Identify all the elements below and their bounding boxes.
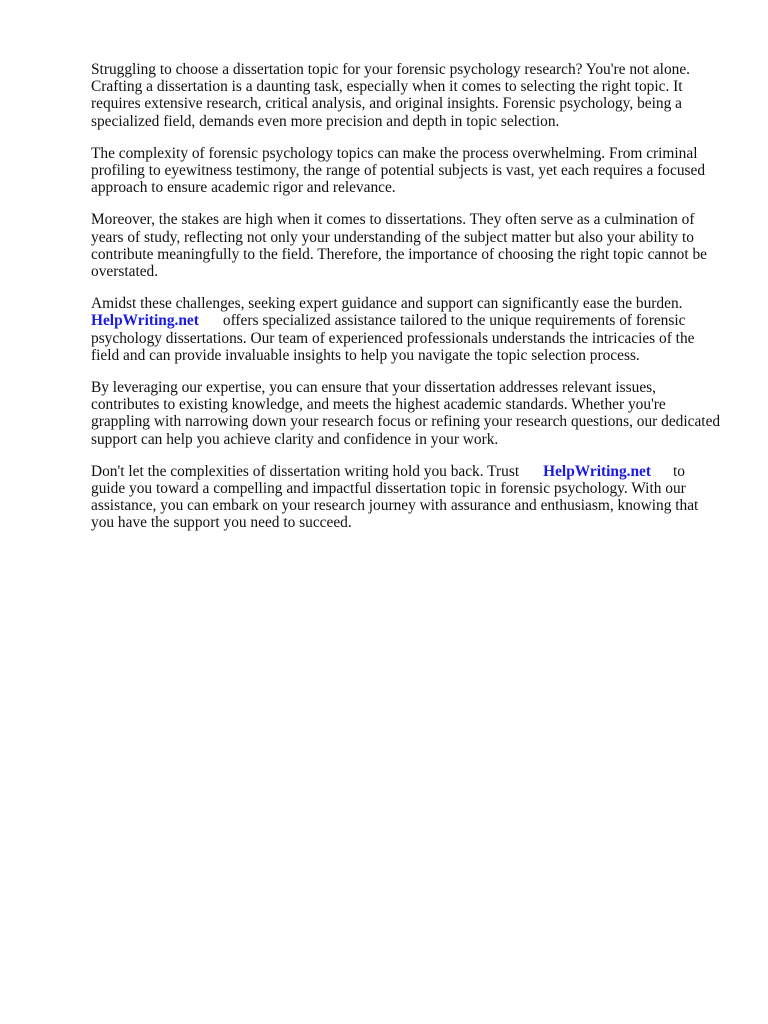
document-body <box>91 61 721 547</box>
helpwriting-link[interactable]: HelpWriting.net <box>543 462 652 480</box>
paragraph-guidance <box>91 295 721 364</box>
paragraph-guidance-after: offers specialized assistance tailored to the unique requirements of forensic psychology dissertations. Our team of experienced professionals understands the intricacies of the field and can provide invaluable insights to help you navigate the topic selection process. <box>91 312 695 364</box>
paragraph-guidance-before: Amidst these challenges, seeking expert guidance and support can significantly ease the burden. <box>91 295 683 313</box>
paragraph-expertise: By leveraging our expertise, you can ensure that your dissertation addresses relevant issues, contributes to existing knowledge, and meets the highest academic standards. Whether you're grappling with narrowing down your research focus or refining your research questions, our dedicated support can help you achieve clarity and confidence in your work. <box>91 379 721 448</box>
paragraph-closing <box>91 463 721 532</box>
paragraph-closing-before: Don't let the complexities of dissertation writing hold you back. Trust <box>91 462 520 480</box>
paragraph-closing-after: to guide you toward a compelling and impactful dissertation topic in forensic psychology. With our assistance, you can embark on your research journey with assurance and enthusiasm, knowing that you have the support you need to succeed. <box>91 462 699 532</box>
helpwriting-link[interactable]: HelpWriting.net <box>91 312 199 330</box>
paragraph-stakes: Moreover, the stakes are high when it comes to dissertations. They often serve as a culmination of years of study, reflecting not only your understanding of the subject matter but also your ability to contribute meaningfully to the field. Therefore, the importance of choosing the right topic cannot be overstated. <box>91 211 708 281</box>
paragraph-intro: Struggling to choose a dissertation topic for your forensic psychology research? You're not alone. Crafting a dissertation is a daunting task, especially when it comes to selecting the right topic. It requires extensive research, critical analysis, and original insights. Forensic psychology, being a specialized field, demands even more precision and depth in topic selection. <box>91 61 691 130</box>
paragraph-complexity: The complexity of forensic psychology topics can make the process overwhelming. From criminal profiling to eyewitness testimony, the range of potential subjects is vast, yet each requires a focused approach to ensure academic rigor and relevance. <box>91 144 706 197</box>
